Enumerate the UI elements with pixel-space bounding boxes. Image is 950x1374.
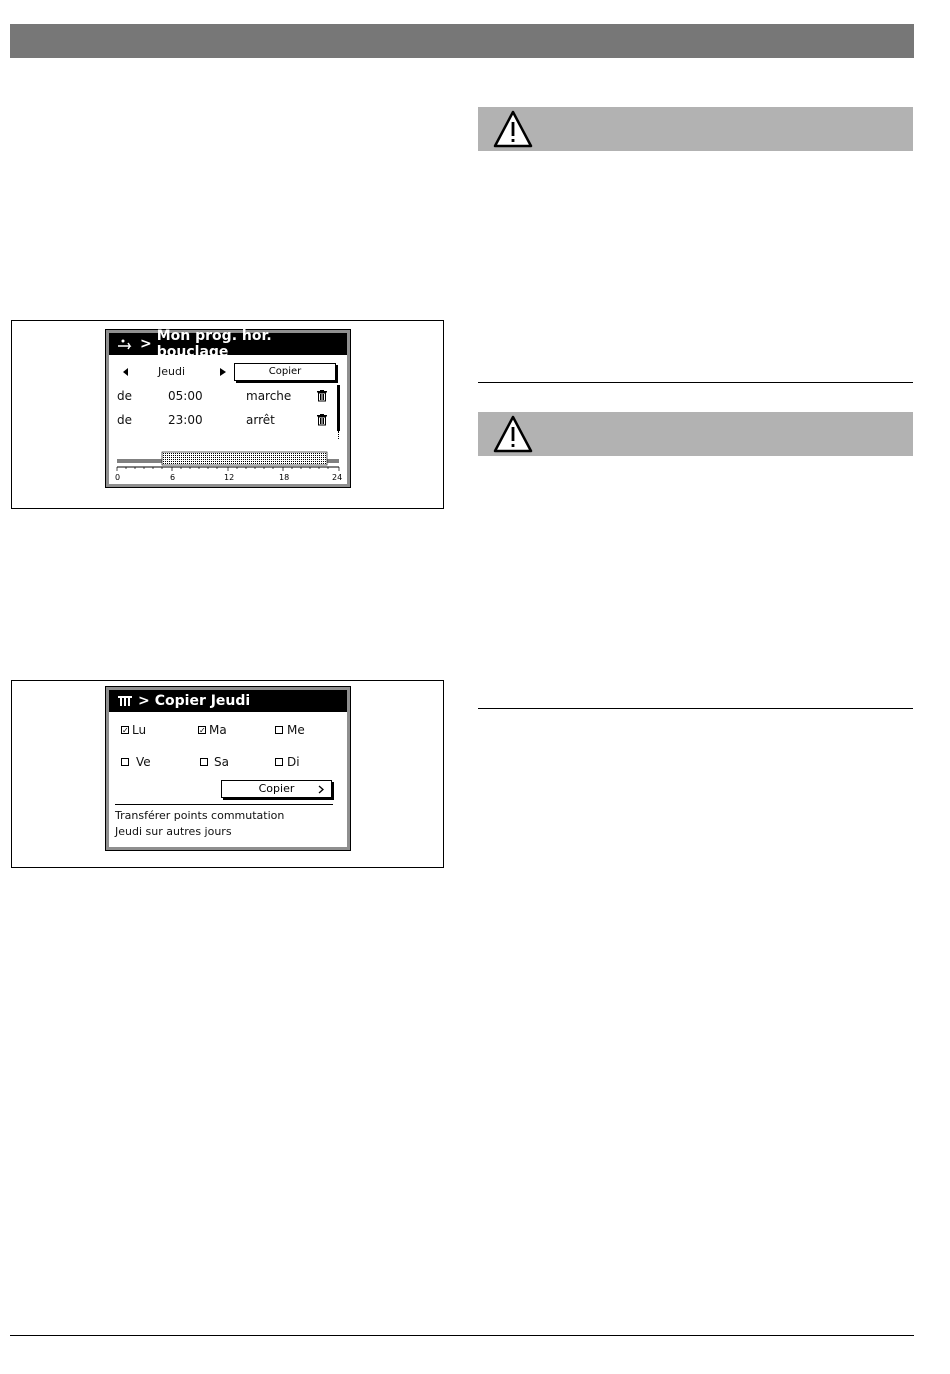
row1-state[interactable]: marche — [246, 389, 292, 403]
checkbox-di[interactable] — [275, 758, 283, 766]
description-line-1: Transférer points commutation — [115, 809, 285, 822]
separator-rule-1 — [478, 382, 913, 383]
axis-tick-0: 0 — [115, 473, 121, 482]
lcd-title-bar — [109, 690, 347, 712]
day-di-label: Di — [287, 755, 300, 769]
row1-prefix: de — [117, 389, 132, 403]
scrollbar-thumb[interactable] — [337, 385, 340, 431]
warning-triangle-icon — [492, 109, 534, 149]
checkbox-sa[interactable] — [200, 758, 208, 766]
separator-rule-2 — [478, 708, 913, 709]
breadcrumb-separator: > — [138, 693, 150, 709]
divider — [115, 804, 333, 805]
chevron-right-icon — [318, 785, 324, 794]
day-label: Jeudi — [158, 365, 186, 378]
axis-tick-24: 24 — [332, 473, 343, 482]
row2-state[interactable]: arrêt — [246, 413, 275, 427]
checkbox-ve[interactable] — [121, 758, 129, 766]
axis-tick-6: 6 — [170, 473, 176, 482]
checkbox-lu[interactable]: ✓ — [122, 726, 129, 735]
scrollbar-track[interactable] — [338, 431, 340, 439]
trash-icon[interactable] — [317, 390, 327, 401]
warning-triangle-icon — [492, 414, 534, 454]
lcd-title-bar — [109, 328, 347, 360]
copy-button-label: Copier — [268, 366, 302, 377]
day-lu-label: Lu — [132, 723, 147, 737]
row1-time[interactable]: 05:00 — [168, 389, 203, 403]
footer-rule — [10, 1335, 914, 1336]
day-ma-label: Ma — [209, 723, 227, 737]
day-ve-label: Ve — [136, 755, 151, 769]
day-sa-label: Sa — [214, 755, 229, 769]
copy-confirm-button[interactable] — [221, 780, 332, 798]
copy-button[interactable] — [234, 363, 336, 381]
figure-copy-day — [11, 680, 444, 868]
warning-bar-1 — [478, 107, 913, 151]
breadcrumb-separator: > — [140, 336, 152, 352]
axis-tick-12: 12 — [224, 473, 235, 482]
lcd-title: Copier Jeudi — [154, 693, 251, 709]
radiator-icon — [117, 695, 133, 707]
lcd-screen-timer — [106, 330, 350, 487]
arrow-left-icon[interactable] — [123, 368, 129, 376]
lcd-screen-copy — [106, 687, 350, 850]
axis-tick-18: 18 — [279, 473, 290, 482]
figure-timer-program — [11, 320, 444, 509]
page-header-bar — [10, 24, 914, 58]
recirculation-pump-icon — [117, 338, 135, 350]
checkbox-ma[interactable]: ✓ — [199, 726, 206, 735]
warning-bar-2 — [478, 412, 913, 456]
trash-icon[interactable] — [317, 414, 327, 425]
copy-confirm-label: Copier — [258, 782, 295, 795]
description-line-2: Jeudi sur autres jours — [115, 825, 232, 838]
lcd-title: Mon prog. hor. bouclage — [156, 328, 272, 360]
checkbox-me[interactable] — [275, 726, 283, 734]
day-me-label: Me — [287, 723, 305, 737]
timeline-chart — [115, 451, 341, 485]
arrow-right-icon[interactable] — [220, 368, 226, 376]
row2-time[interactable]: 23:00 — [168, 413, 203, 427]
row2-prefix: de — [117, 413, 132, 427]
